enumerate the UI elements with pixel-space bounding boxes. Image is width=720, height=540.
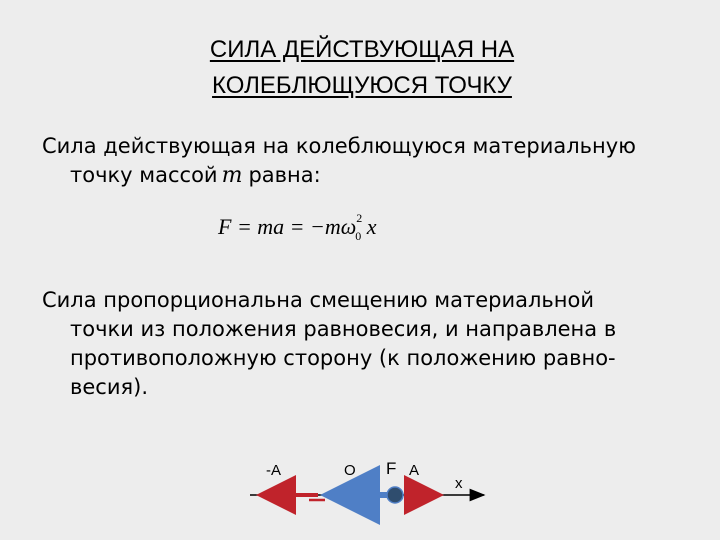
- label-minus-a: -A: [266, 462, 281, 479]
- mass-symbol: m: [221, 163, 243, 188]
- paragraph2-line1: Сила пропорциональна смещению материальной: [42, 288, 595, 312]
- paragraph2-line4: весия).: [70, 375, 148, 399]
- paragraph2-line3: противоположную сторону (к положению равно-: [70, 346, 616, 370]
- paragraph1-line2-before: точку массой: [70, 163, 218, 187]
- formula-superscript: 2: [356, 211, 363, 225]
- paragraph1-line1: Сила действующая на колеблющуюся материальную: [42, 134, 636, 158]
- title-line-1: СИЛА ДЕЙСТВУЮЩАЯ НА: [209, 36, 515, 63]
- label-o: O: [344, 462, 356, 479]
- formula-rhs: x: [366, 214, 377, 239]
- label-a: A: [409, 462, 420, 479]
- point-o: [337, 488, 351, 502]
- label-f: F: [386, 459, 397, 478]
- formula-subscript: 0: [355, 229, 362, 243]
- oscillating-point: [387, 487, 403, 503]
- paragraph1-line2-after: равна:: [248, 163, 321, 187]
- formula-lhs: F = ma = −mω: [218, 214, 357, 239]
- title-line-2: КОЛЕБЛЮЩУЮСЯ ТОЧКУ: [212, 72, 512, 99]
- label-x: x: [455, 475, 463, 492]
- paragraph2-line2: точки из положения равновесия, и направлена в: [70, 317, 617, 341]
